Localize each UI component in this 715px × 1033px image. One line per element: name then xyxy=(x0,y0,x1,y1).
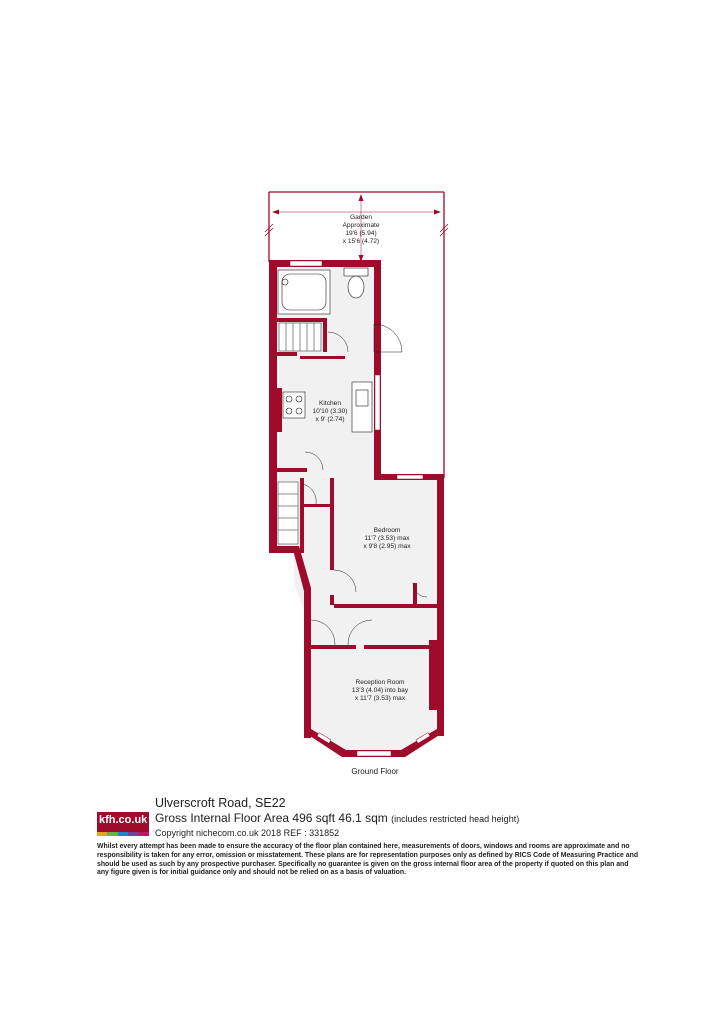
garden-line1: Approximate xyxy=(342,222,380,229)
bedroom-line1: 11'7 (3.53) max xyxy=(364,535,410,542)
kitchen-name: Kitchen xyxy=(319,400,341,407)
garden-line2: 19'6 (5.94) xyxy=(345,230,377,237)
kfh-logo[interactable] xyxy=(97,812,149,836)
kitchen-line2: x 9' (2.74) xyxy=(315,416,345,423)
gross-area xyxy=(155,811,519,825)
gross-area-note: (includes restricted head height) xyxy=(391,814,520,824)
garden-line3: x 15'6 (4.72) xyxy=(342,238,380,245)
garden-name: Garden xyxy=(350,214,372,221)
floor-label: Ground Floor xyxy=(351,767,399,776)
logo-stripe xyxy=(97,832,149,836)
reception-line2: x 11'7 (3.53) max xyxy=(354,695,406,702)
disclaimer: Whilst every attempt has been made to ensure the accuracy of the floor plan contained here, measurements of doors, windows and rooms are approximate and no responsibility is taken for any error, omission or misstatement. These plans are for representation purposes only as defined by RICS Code of Measuring Practice and should be used as such by any prospective purchaser. Specifically no guarantee is given on the gross internal floor area of the property if quoted on this plan and any figure given is for initial guidance only and should not be relied on as a basis of valuation. xyxy=(97,843,639,877)
bedroom-name: Bedroom xyxy=(373,527,401,534)
logo-text: kfh.co.uk xyxy=(99,814,148,826)
bedroom-line2: x 9'8 (2.95) max xyxy=(363,543,411,550)
kitchen-line1: 10'10 (3.30) xyxy=(312,408,348,415)
reception-name: Reception Room xyxy=(355,679,405,686)
gross-area-value: Gross Internal Floor Area 496 sqft 46.1 sqm xyxy=(155,811,388,825)
copyright: Copyright nichecom.co.uk 2018 REF : 331852 xyxy=(155,828,340,838)
property-address: Ulverscroft Road, SE22 xyxy=(155,796,286,810)
reception-line1: 13'3 (4.04) into bay xyxy=(351,687,409,694)
